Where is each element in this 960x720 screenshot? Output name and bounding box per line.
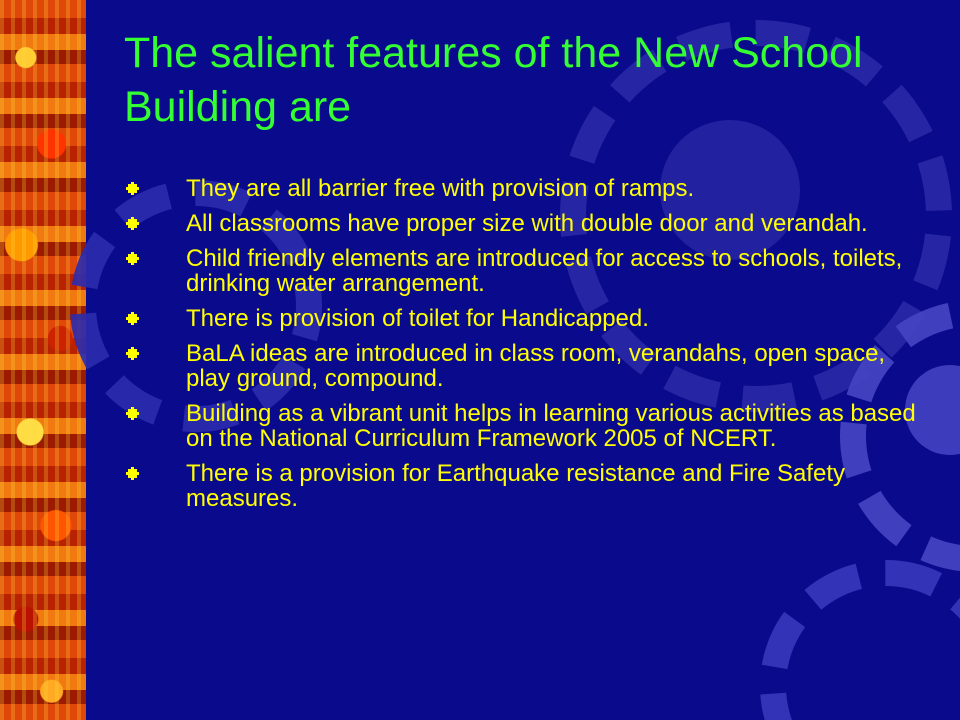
flower-bullet-icon xyxy=(126,312,139,325)
flower-bullet-icon xyxy=(126,407,139,420)
bullet-item xyxy=(124,461,924,511)
flower-bullet-icon xyxy=(126,217,139,230)
bullet-text: They are all barrier free with provision of ramps. xyxy=(186,175,695,202)
decorative-left-strip xyxy=(0,0,86,720)
gear-icon xyxy=(760,560,960,720)
bullet-item xyxy=(124,306,924,331)
bullet-text: BaLA ideas are introduced in class room, verandahs, open space, play ground, compound. xyxy=(186,340,886,392)
bullet-item xyxy=(124,211,924,236)
flower-bullet-icon xyxy=(126,467,139,480)
bullet-text: Building as a vibrant unit helps in learning various activities as based on the National Curriculum Framework 2005 of NCERT. xyxy=(186,400,916,452)
bullet-item xyxy=(124,246,924,296)
bullet-text: All classrooms have proper size with double door and verandah. xyxy=(186,210,868,237)
slide-title: The salient features of the New School Building are xyxy=(124,29,863,131)
flower-bullet-icon xyxy=(126,347,139,360)
bullet-text: Child friendly elements are introduced for access to schools, toilets, drinking water arrangement. xyxy=(186,245,903,297)
bullet-item xyxy=(124,176,924,201)
bullet-text: There is provision of toilet for Handicapped. xyxy=(186,305,649,332)
flower-bullet-icon xyxy=(126,252,139,265)
bullet-list xyxy=(124,176,924,521)
bullet-item xyxy=(124,341,924,391)
bullet-text: There is a provision for Earthquake resistance and Fire Safety measures. xyxy=(186,460,845,512)
bullet-item xyxy=(124,401,924,451)
flower-bullet-icon xyxy=(126,182,139,195)
